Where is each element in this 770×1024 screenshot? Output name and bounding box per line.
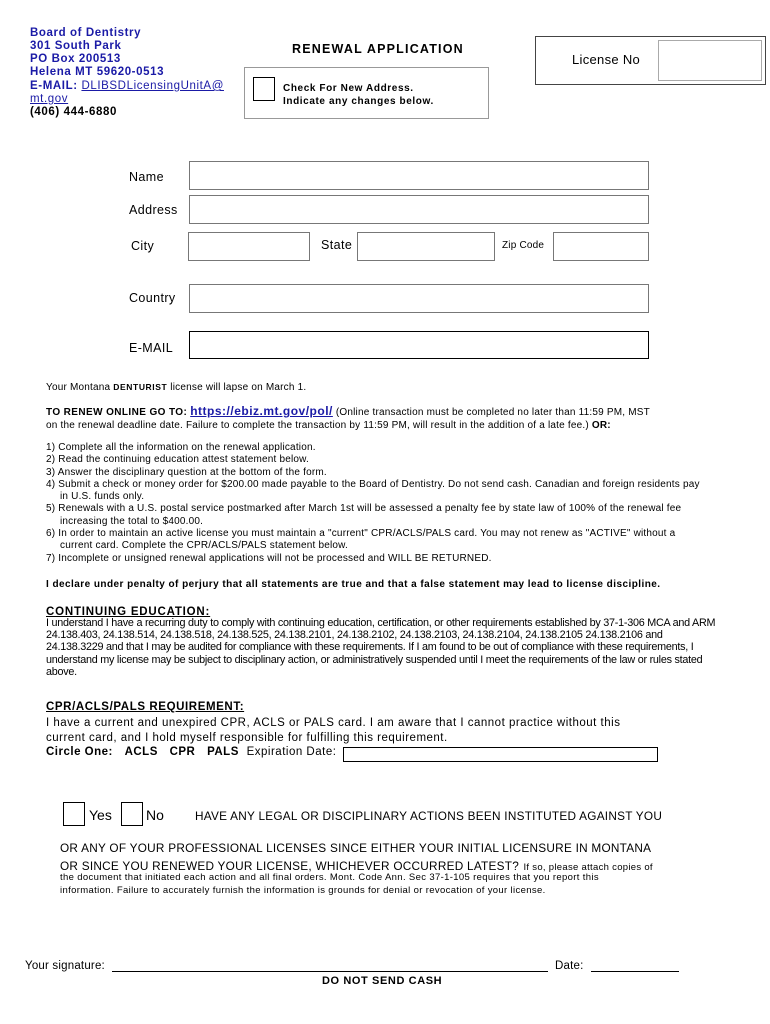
signature-label: Your signature: xyxy=(25,960,105,972)
instruction-list xyxy=(46,442,706,565)
discipline-question-3: OR SINCE YOU RENEWED YOUR LICENSE, WHICHEVER OCCURRED LATEST? xyxy=(60,859,520,873)
no-checkbox[interactable] xyxy=(121,802,143,826)
discipline-note-1: the document that initiated each action and all final orders. Mont. Code Ann. Sec 37-1-105 requires that you report this xyxy=(60,872,599,883)
list-item: 2) Read the continuing education attest statement below. xyxy=(46,454,310,466)
board-phone: (406) 444-6880 xyxy=(30,106,118,118)
cpr-line1: I have a current and unexpired CPR, ACLS or PALS card. I am aware that I cannot practice without this xyxy=(46,717,621,729)
page-title: RENEWAL APPLICATION xyxy=(292,42,464,56)
expiration-label: Expiration Date: xyxy=(246,746,337,758)
zip-label: Zip Code xyxy=(502,240,545,251)
lapse-post: license will lapse on March 1. xyxy=(167,382,307,393)
board-name: Board of Dentistry xyxy=(30,27,142,39)
name-label: Name xyxy=(129,170,164,184)
cpr-text xyxy=(46,716,620,746)
name-field[interactable] xyxy=(189,161,649,190)
board-street: 301 South Park xyxy=(30,40,122,52)
no-label: No xyxy=(146,807,164,823)
ce-heading: CONTINUING EDUCATION: xyxy=(46,606,211,618)
email-link-cont[interactable]: mt.gov xyxy=(30,93,69,105)
yes-checkbox[interactable] xyxy=(63,802,85,826)
new-address-checkbox[interactable] xyxy=(253,77,275,101)
country-field[interactable] xyxy=(189,284,649,313)
zip-field[interactable] xyxy=(553,232,649,261)
email-label: E-MAIL: xyxy=(30,80,78,92)
lapse-pre: Your Montana xyxy=(46,382,114,393)
renew-link[interactable]: https://ebiz.mt.gov/pol/ xyxy=(190,404,333,418)
email-link[interactable]: DLIBSDLicensingUnitA@ xyxy=(81,80,224,92)
new-address-line2: Indicate any changes below. xyxy=(283,96,434,107)
city-label: City xyxy=(131,239,155,253)
discipline-question-1: HAVE ANY LEGAL OR DISCIPLINARY ACTIONS BEEN INSTITUTED AGAINST YOU xyxy=(195,809,663,823)
list-item: 5) Renewals with a U.S. postal service postmarked after March 1st will be assessed a penalty fee by state law of 100% of the renewal fee increasing the total to $400.00. xyxy=(46,503,682,527)
date-line[interactable] xyxy=(591,971,679,972)
discipline-note xyxy=(60,872,599,897)
city-field[interactable] xyxy=(188,232,310,261)
new-address-text xyxy=(283,82,434,108)
address-field[interactable] xyxy=(189,195,649,224)
list-item: 3) Answer the disciplinary question at the bottom of the form. xyxy=(46,466,327,478)
discipline-question-3-note: If so, please attach copies of xyxy=(523,862,653,873)
cpr-heading: CPR/ACLS/PALS REQUIREMENT: xyxy=(46,701,245,713)
expiration-date-field[interactable] xyxy=(343,747,658,762)
state-field[interactable] xyxy=(357,232,495,261)
renew-text-1: (Online transaction must be completed no later than 11:59 PM, MST xyxy=(335,407,650,418)
renew-online xyxy=(46,405,746,432)
yes-label: Yes xyxy=(89,807,112,823)
list-item: 4) Submit a check or money order for $200.00 made payable to the Board of Dentistry. Do not send cash. Canadian and foreign residents pay in U.S. funds only. xyxy=(46,478,700,503)
option-cpr[interactable]: CPR xyxy=(169,746,196,758)
address-label: Address xyxy=(129,203,178,217)
discipline-note-2: information. Failure to accurately furnish the information is grounds for denial or revocation of your license. xyxy=(60,884,546,896)
discipline-question-2: OR ANY OF YOUR PROFESSIONAL LICENSES SINCE EITHER YOUR INITIAL LICENSURE IN MONTANA xyxy=(60,841,652,855)
license-number-field[interactable] xyxy=(658,40,762,81)
list-item: 7) Incomplete or unsigned renewal applications will not be processed and WILL BE RETURNED. xyxy=(46,552,492,564)
board-address xyxy=(30,27,224,119)
cpr-line2: current card, and I hold myself responsible for fulfilling this requirement. xyxy=(46,732,448,744)
signature-line[interactable] xyxy=(112,971,548,972)
date-label: Date: xyxy=(555,960,584,972)
renew-or: OR: xyxy=(591,420,611,431)
lapse-license-type: DENTURIST xyxy=(113,382,168,392)
email-form-label: E-MAIL xyxy=(129,341,174,355)
cpr-circle-row xyxy=(46,746,336,758)
renew-text-2: on the renewal deadline date. Failure to complete the transaction by 11:59 PM, will result in the addition of a late fee.) xyxy=(46,420,589,431)
list-item: 6) In order to maintain an active license you must maintain a "current" CPR/ACLS/PALS card. You may not renew as "ACTIVE" without a current card. Complete the CPR/ACLS/PALS statement below. xyxy=(46,528,676,552)
circle-one-label: Circle One: xyxy=(46,746,113,758)
email-field[interactable] xyxy=(189,331,649,359)
license-label: License No xyxy=(572,52,641,67)
do-not-send-cash: DO NOT SEND CASH xyxy=(322,975,443,987)
state-label: State xyxy=(321,238,353,252)
new-address-line1: Check For New Address. xyxy=(283,83,414,94)
country-label: Country xyxy=(129,291,176,305)
option-acls[interactable]: ACLS xyxy=(124,746,158,758)
list-item: 1) Complete all the information on the renewal application. xyxy=(46,442,316,453)
board-po-box: PO Box 200513 xyxy=(30,53,121,65)
lapse-notice xyxy=(46,381,306,394)
declaration: I declare under penalty of perjury that all statements are true and that a false statement may lead to license discipline. xyxy=(46,579,661,590)
board-city: Helena MT 59620-0513 xyxy=(30,66,165,78)
option-pals[interactable]: PALS xyxy=(207,746,239,758)
renew-label: TO RENEW ONLINE GO TO: xyxy=(46,407,188,418)
ce-text: I understand I have a recurring duty to comply with continuing education, certification, or other requirements established by 37-1-306 MCA and ARM 24.138.403, 24.138.514, 24.138.518, 24.138.525, 24.138.2101, 24.138.2102, 24.138.2103, 24.138.2104, 24.138.2105 24.138.2106 and 24.138.3229 and that I may be audited for compliance with these requirements. If I am found to be out of compliance with these requirements, I understand my license may be subject to disciplinary action, or administratively suspended until I meet the requirements of the law or rules stated above. xyxy=(46,617,716,678)
